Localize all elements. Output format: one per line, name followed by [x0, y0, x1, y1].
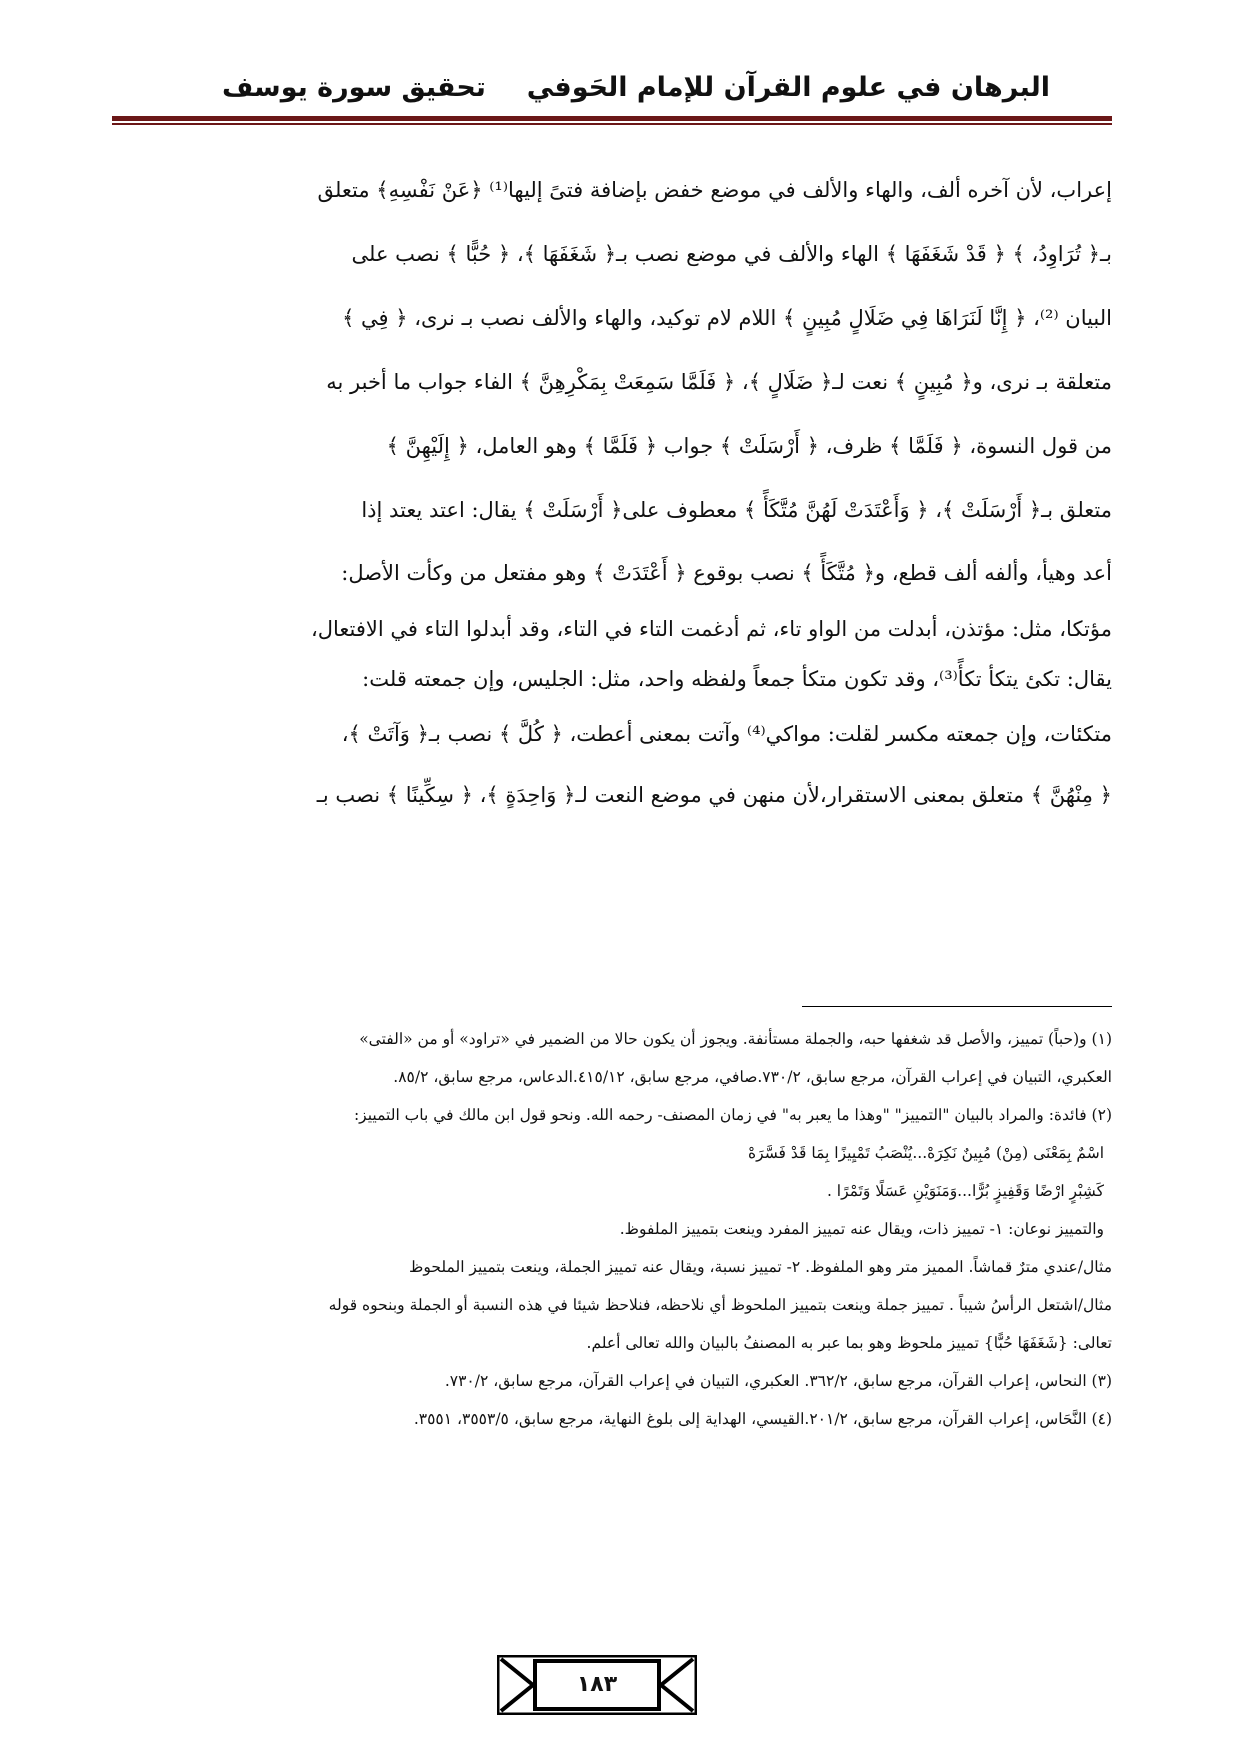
text-line: مؤتكا، مثل: مؤتذن، أبدلت من الواو تاء، ثم أدغمت التاء في التاء، وقد أبدلوا التاء في الافتعال، — [310, 617, 1112, 641]
text-line: متعلقة بـ نرى، و﴿ مُبِينٍ ﴾ نعت لـ﴿ ضَلَالٍ ﴾، ﴿ فَلَمَّا سَمِعَتْ بِمَكْرِهِنَّ ﴾ الفاء جواب ما أخبر به — [326, 370, 1112, 394]
footnotes — [122, 1020, 1112, 1438]
text-line: ﴿ مِنْهُنَّ ﴾ متعلق بمعنى الاستقرار،لأن منهن في موضع النعت لـ﴿ وَاحِدَةٍ ﴾، ﴿ سِكِّينًا ﴾ نصب بـ — [316, 783, 1112, 807]
footnote-line: (٢) فائدة: والمراد بالبيان "التمييز" "وهذا ما يعبر به" في زمان المصنف- رحمه الله. ونحو قول ابن مالك في باب التمييز: — [353, 1106, 1112, 1124]
main-text — [122, 158, 1112, 826]
footnote-line: العكبري، التبيان في إعراب القرآن، مرجع سابق، ٧٣٠/٢.صافي، مرجع سابق، ٤١٥/١٢.الدعاس، مرجع سابق، ٨٥/٢. — [393, 1068, 1112, 1086]
footnote-line: تعالى: {شَغَفَهَا حُبًّا} تمييز ملحوظ وهو بما عبر به المصنفُ بالبيان والله تعالى أعلم. — [586, 1334, 1112, 1352]
footnote-line: (٤) النَّحَاس، إعراب القرآن، مرجع سابق، ٢٠١/٢.القيسي، الهداية إلى بلوغ النهاية، مرجع سابق، ٣٥٥٣/٥، ٣٥٥١. — [413, 1410, 1112, 1428]
footnote-separator — [802, 1006, 1112, 1007]
book-title: البرهان في علوم القرآن للإمام الحَوفي — [526, 72, 1050, 103]
footnote-line: مثال/اشتعل الرأسُ شيباً . تمييز جملة وينعت بتمييز الملحوظ أي نلاحظه، فنلاحظ شيئا في هذه النسبة أو الجملة وبنحوه قوله — [328, 1296, 1112, 1314]
section-title: تحقيق سورة يوسف — [222, 72, 486, 103]
text-line: يقال: تكئ يتكأ تكأً⁽³⁾، وقد تكون متكأ جمعاً ولفظه واحد، مثل: الجليس، وإن جمعته قلت: — [362, 667, 1112, 691]
header-rule-thin — [112, 123, 1112, 125]
header-rule-thick — [112, 116, 1112, 121]
text-line: بـ﴿ تُرَاوِدُ، ﴾ ﴿ قَدْ شَغَفَهَا ﴾ الهاء والألف في موضع نصب بـ﴿ شَغَفَهَا ﴾، ﴿ حُبًّا ﴾ نصب على — [351, 242, 1112, 266]
page-number-frame — [497, 1655, 697, 1715]
text-line: أعد وهيأ، وألفه ألف قطع، و﴿ مُتَّكَأً ﴾ نصب بوقوع ﴿ أَعْتَدَتْ ﴾ وهو مفتعل من وكأت الأصل: — [341, 561, 1112, 585]
footnote-line: مثال/عندي مترٌ قماشاً. المميز متر وهو الملفوظ. ٢- تمييز نسبة، ويقال عنه تمييز الجملة، وينعت بتمييز الملحوظ — [409, 1258, 1112, 1276]
text-line: من قول النسوة، ﴿ فَلَمَّا ﴾ ظرف، ﴿ أَرْسَلَتْ ﴾ جواب ﴿ فَلَمَّا ﴾ وهو العامل، ﴿ إِلَيْهِنَّ ﴾ — [386, 434, 1112, 458]
text-line: متعلق بـ﴿ أَرْسَلَتْ ﴾، ﴿ وَأَعْتَدَتْ لَهُنَّ مُتَّكَأً ﴾ معطوف على﴿ أَرْسَلَتْ ﴾ يقال: اعتد يعتد إذا — [361, 498, 1112, 522]
footnote-line: والتمييز نوعان: ١- تمييز ذات، ويقال عنه تمييز المفرد وينعت بتمييز الملفوظ. — [619, 1220, 1104, 1238]
footnote-verse: كَشِبْرٍ ارْضًا وَقَفِيزٍ بُرًّا...وَمَنَوَيْنِ عَسَلًا وَتَمْرًا . — [826, 1182, 1104, 1200]
text-line: البيان ⁽²⁾، ﴿ إِنَّا لَنَرَاهَا فِي ضَلَالٍ مُبِينٍ ﴾ اللام لام توكيد، والهاء والألف نصب بـ نرى، ﴿ فِي ﴾ — [342, 306, 1112, 330]
page-number: ١٨٣ — [576, 1672, 618, 1697]
footnote-verse: اسْمٌ بِمَعْنَى (مِنْ) مُبِينٌ نَكِرَهْ...يُنْصَبُ تَمْيِيزًا بِمَا قَدْ فَسَّرَهْ — [748, 1144, 1104, 1162]
footnote-line: (١) و(حباً) تمييز، والأصل قد شغفها حبه، والجملة مستأنفة. ويجوز أن يكون حالا من الضمير في «تراود» أو من «الفتى» — [359, 1030, 1112, 1048]
text-line: إعراب، لأن آخره ألف، والهاء والألف في موضع خفض بإضافة فتىً إليها⁽¹⁾ ﴿عَنْ نَفْسِهِ﴾ متعلق — [317, 178, 1112, 202]
footnote-line: (٣) النحاس، إعراب القرآن، مرجع سابق، ٣٦٢/٢. العكبري، التبيان في إعراب القرآن، مرجع سابق، ٧٣٠/٢. — [444, 1372, 1112, 1390]
text-line: متكئات، وإن جمعته مكسر لقلت: مواكي⁽⁴⁾ وآتت بمعنى أعطت، ﴿ كُلَّ ﴾ نصب بـ﴿ وَآتَتْ ﴾، — [341, 722, 1112, 746]
